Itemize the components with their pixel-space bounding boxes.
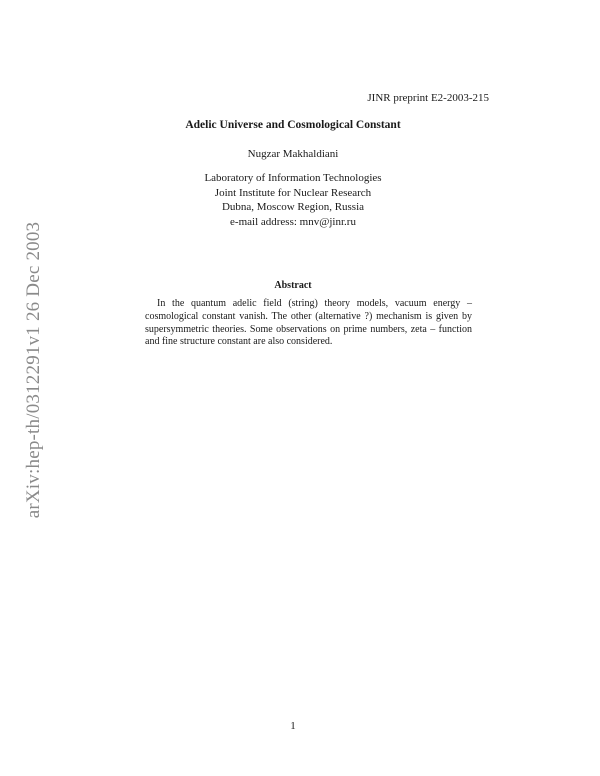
affiliation-line: Dubna, Moscow Region, Russia <box>221 201 365 213</box>
affiliation-line: Laboratory of Information Technologies <box>204 172 382 184</box>
email-line: e-mail address: mnv@jinr.ru <box>230 215 356 228</box>
arxiv-side-stamp: arXiv:hep-th/0312291v1 26 Dec 2003 <box>23 221 44 519</box>
preprint-id: JINR preprint E2-2003-215 <box>367 92 489 104</box>
affiliation-line: Joint Institute for Nuclear Research <box>214 186 372 199</box>
abstract-heading: Abstract <box>274 280 312 291</box>
affiliation-block <box>0 171 586 229</box>
author-name: Nugzar Makhaldiani <box>247 148 339 160</box>
page-number: 1 <box>290 720 296 732</box>
paper-title: Adelic Universe and Cosmological Constant <box>185 119 401 131</box>
abstract-text: In the quantum adelic field (string) theory models, vacuum energy – cosmological constant vanish. The other (alternative ?) mechanism is given by supersymmetric theories. Some observations on prime numbers, zeta – function and fine structure constant are also considered. <box>145 298 472 348</box>
